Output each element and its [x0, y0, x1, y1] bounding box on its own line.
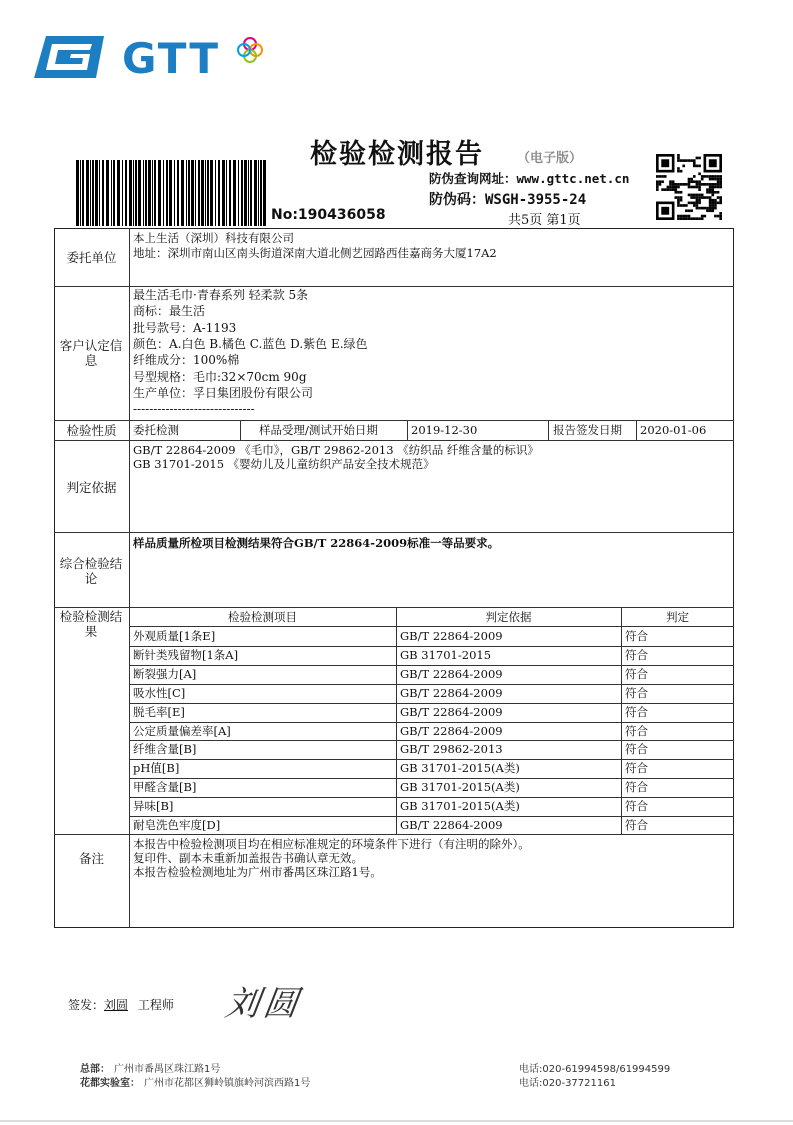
issue-date-label: 报告签发日期	[553, 423, 622, 437]
result-verdict: 符合	[625, 742, 648, 757]
lab-label: 花都实验室：	[80, 1078, 140, 1089]
remarks-line: 复印件、副本未重新加盖报告书确认章无效。	[133, 851, 363, 865]
result-item: 甲醛含量[B]	[133, 780, 197, 795]
lab-address: 广州市花都区狮岭镇旗岭河滨西路1号	[144, 1078, 311, 1089]
results-header-item: 检验检测项目	[228, 610, 297, 624]
result-item: 异味[B]	[133, 799, 174, 814]
signer-title: 工程师	[137, 998, 174, 1012]
sample-info-line: 商标：最生活	[133, 304, 206, 319]
report-title: 检验检测报告	[310, 139, 484, 170]
result-verdict: 符合	[625, 647, 648, 662]
result-verdict: 符合	[625, 780, 648, 795]
result-verdict: 符合	[625, 799, 648, 814]
result-item: 吸水性[C]	[133, 685, 186, 700]
sample-info-line: 最生活毛巾·青春系列 轻柔款 5条	[133, 288, 309, 302]
result-verdict: 符合	[625, 723, 648, 738]
result-item: 断针类残留物[1条A]	[133, 647, 239, 662]
client-address: 地址：深圳市南山区南头街道深南大道北侧艺园路西佳嘉商务大厦17A2	[133, 246, 497, 260]
sample-info-line: 号型规格：毛巾:32×70cm 90g	[133, 369, 307, 384]
result-basis: GB/T 22864-2009	[400, 704, 503, 719]
hq-address: 广州市番禺区珠江路1号	[114, 1064, 221, 1075]
result-basis: GB/T 22864-2009	[400, 685, 503, 700]
barcode-icon	[76, 160, 268, 226]
sample-info-line: 批号款号：A-1193	[133, 320, 237, 335]
hq-label: 总部：	[80, 1064, 110, 1075]
hq-phone: 电话:020-61994598/61994599	[519, 1064, 671, 1075]
start-date-label: 样品受理/测试开始日期	[259, 423, 378, 437]
sample-info-label: 客户认定信息	[59, 338, 123, 368]
result-verdict: 符合	[625, 818, 648, 832]
results-label: 检验检测结果	[59, 609, 123, 639]
inspection-nature: 委托检测	[133, 423, 179, 437]
result-item: 断裂强力[A]	[133, 666, 197, 681]
result-basis: GB/T 22864-2009	[400, 818, 503, 832]
client-label: 委托单位	[66, 250, 117, 265]
verify-code: 防伪码：WSGH-3955-24	[429, 192, 587, 208]
logo-flower-icon	[236, 36, 264, 64]
lab-phone: 电话:020-37721161	[519, 1078, 616, 1089]
conclusion-label: 综合检验结论	[59, 556, 123, 586]
result-item: 外观质量[1条E]	[133, 629, 216, 643]
result-basis: GB/T 22864-2009	[400, 666, 503, 681]
signature-prefix: 签发：	[68, 998, 105, 1012]
result-item: 耐皂洗色牢度[D]	[133, 818, 221, 832]
results-header-basis: 判定依据	[485, 610, 532, 624]
company-logo-icon	[34, 36, 104, 78]
result-basis: GB 31701-2015	[400, 647, 492, 662]
start-date: 2019-12-30	[411, 423, 478, 437]
sample-info-line: 纤维成分：100%棉	[133, 353, 240, 368]
result-basis: GB 31701-2015(A类)	[400, 780, 520, 795]
page-info: 共5页 第1页	[508, 213, 581, 228]
handwritten-signature: 刘圆	[222, 984, 305, 1024]
basis-label: 判定依据	[66, 480, 117, 495]
result-verdict: 符合	[625, 761, 648, 776]
remarks-label: 备注	[78, 851, 104, 866]
remarks-line: 本报告检验检测地址为广州市番禺区珠江路1号。	[133, 865, 382, 879]
result-basis: GB/T 22864-2009	[400, 629, 503, 643]
sample-info-line: 生产单位：孚日集团股份有限公司	[133, 385, 314, 400]
report-number: No:190436058	[271, 207, 386, 223]
results-header-verdict: 判定	[666, 610, 689, 624]
edition-label: （电子版）	[517, 151, 583, 166]
sample-info-line: ------------------------------	[133, 402, 255, 417]
result-verdict: 符合	[625, 629, 648, 643]
result-verdict: 符合	[625, 685, 648, 700]
qr-code-icon	[656, 154, 722, 220]
verify-url: 防伪查询网址：www.gttc.net.cn	[429, 171, 630, 186]
signer-name: 刘圆	[104, 998, 129, 1012]
company-logo-text: GTT	[122, 34, 220, 83]
client-name: 本上生活（深圳）科技有限公司	[133, 231, 294, 245]
result-basis: GB/T 29862-2013	[400, 742, 503, 757]
result-item: 纤维含量[B]	[133, 742, 197, 757]
result-item: 脱毛率[E]	[133, 704, 185, 719]
result-item: pH值[B]	[133, 761, 180, 776]
result-basis: GB 31701-2015(A类)	[400, 761, 520, 776]
basis-line: GB/T 22864-2009 《毛巾》，GB/T 29862-2013 《纺织品 纤维含量的标识》	[133, 443, 539, 457]
result-verdict: 符合	[625, 704, 648, 719]
result-basis: GB 31701-2015(A类)	[400, 799, 520, 814]
result-item: 公定质量偏差率[A]	[133, 723, 231, 738]
basis-line: GB 31701-2015 《婴幼儿及儿童纺织产品安全技术规范》	[133, 457, 435, 471]
inspection-nature-label: 检验性质	[66, 423, 117, 438]
conclusion-text: 样品质量所检项目检测结果符合GB/T 22864-2009标准一等品要求。	[133, 536, 500, 550]
result-basis: GB/T 22864-2009	[400, 723, 503, 738]
signature-block	[68, 996, 174, 1013]
remarks-line: 本报告中检验检测项目均在相应标准规定的环境条件下进行（有注明的除外）。	[133, 837, 530, 851]
sample-info-line: 颜色：A.白色 B.橘色 C.蓝色 D.紫色 E.绿色	[133, 336, 368, 351]
issue-date: 2020-01-06	[640, 423, 707, 437]
result-verdict: 符合	[625, 666, 648, 681]
